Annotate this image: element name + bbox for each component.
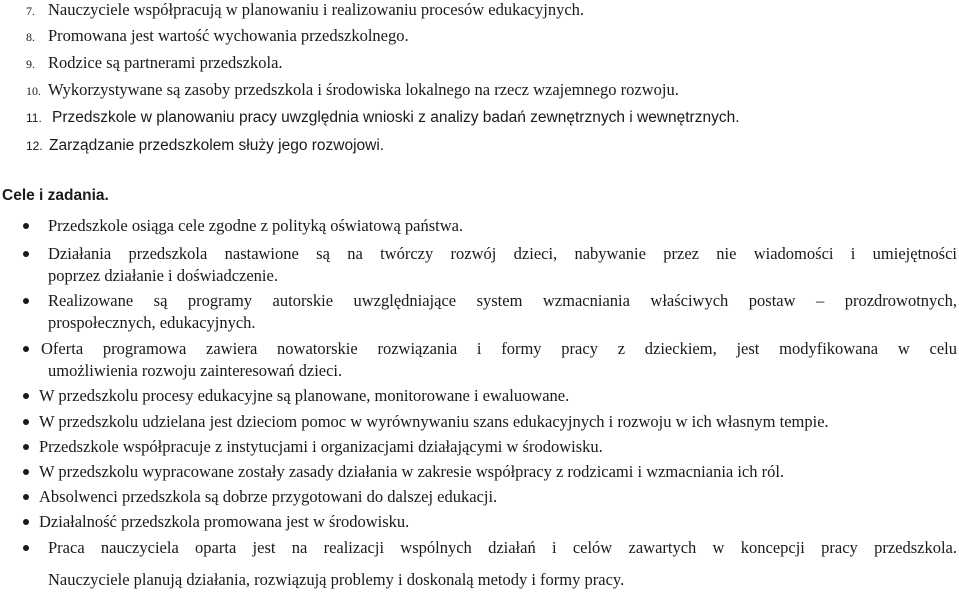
bullet-icon	[23, 469, 29, 475]
list-item	[0, 385, 957, 406]
bullet-icon	[23, 223, 29, 229]
bullet-icon	[23, 494, 29, 500]
list-number: 11.	[26, 111, 42, 125]
bullet-icon	[23, 444, 29, 450]
bullet-icon	[23, 519, 29, 525]
closing-paragraph: Nauczyciele planują działania, rozwiązują problemy i doskonalą metody i formy pracy.	[48, 570, 625, 589]
bullet-icon	[23, 393, 29, 399]
bullet-icon	[23, 298, 29, 304]
list-number: 12.	[26, 139, 43, 153]
list-item	[26, 109, 740, 127]
list-text: Przedszkole współpracuje z instytucjami i organizacjami działającymi w środowisku.	[39, 437, 603, 456]
list-text: Zarządzanie przedszkolem służy jego rozwojowi.	[49, 137, 385, 154]
list-item	[26, 80, 679, 100]
bullet-icon	[23, 545, 29, 551]
list-item	[0, 338, 957, 382]
list-text: Działalność przedszkola promowana jest w środowisku.	[39, 512, 410, 531]
bullet-icon	[23, 346, 29, 352]
list-text-line: Działania przedszkola nastawione są na twórczy rozwój dzieci, nabywanie przez nie wiadomości i umiejętności	[48, 244, 957, 263]
list-text-line: Realizowane są programy autorskie uwzględniające system wzmacniania właściwych postaw – prozdrowotnych,	[48, 291, 957, 310]
list-text: W przedszkolu udzielana jest dzieciom pomoc w wyrównywaniu szans edukacyjnych i rozwoju w ich własnym tempie.	[39, 412, 829, 431]
list-item	[26, 53, 283, 73]
list-number: 7.	[26, 4, 35, 18]
list-text: W przedszkolu procesy edukacyjne są planowane, monitorowane i ewaluowane.	[39, 386, 570, 405]
list-text: Rodzice są partnerami przedszkola.	[48, 53, 283, 72]
list-text: Wykorzystywane są zasoby przedszkola i środowiska lokalnego na rzecz wzajemnego rozwoju.	[48, 80, 679, 99]
list-item	[0, 290, 957, 334]
list-item	[0, 537, 957, 558]
list-number: 9.	[26, 57, 35, 71]
list-text: Praca nauczyciela oparta jest na realizacji wspólnych działań i celów zawartych w koncepcji pracy przedszkola.	[48, 538, 957, 557]
list-item	[0, 511, 957, 532]
list-text: Przedszkole osiąga cele zgodne z polityką oświatową państwa.	[48, 216, 464, 235]
list-item	[0, 243, 957, 287]
bullet-icon	[23, 251, 29, 257]
list-text-line: prospołecznych, edukacyjnych.	[48, 313, 256, 332]
list-text: Nauczyciele współpracują w planowaniu i realizowaniu procesów edukacyjnych.	[48, 0, 585, 19]
list-text: Absolwenci przedszkola są dobrze przygotowani do dalszej edukacji.	[39, 487, 498, 506]
list-item	[0, 461, 957, 482]
section-heading: Cele i zadania.	[2, 187, 109, 204]
list-text-line: poprzez działanie i doświadczenie.	[48, 266, 278, 285]
bullet-icon	[23, 419, 29, 425]
list-text-line: umożliwienia rozwoju zainteresowań dzieci.	[48, 361, 343, 380]
list-item	[0, 486, 957, 507]
list-number: 8.	[26, 30, 35, 44]
list-item	[0, 215, 957, 236]
list-text: Przedszkole w planowaniu pracy uwzględnia wnioski z analizy badań zewnętrznych i wewnętrznych.	[52, 109, 740, 126]
list-item	[0, 411, 957, 432]
list-item	[26, 0, 584, 20]
list-text: W przedszkolu wypracowane zostały zasady działania w zakresie współpracy z rodzicami i wzmacniania ich ról.	[39, 462, 785, 481]
list-text-line: Oferta programowa zawiera nowatorskie rozwiązania i formy pracy z dzieckiem, jest modyfikowana w celu	[41, 339, 957, 358]
list-text: Promowana jest wartość wychowania przedszkolnego.	[48, 26, 409, 45]
list-item	[0, 436, 957, 457]
list-item	[26, 137, 384, 155]
list-item	[26, 26, 409, 46]
list-number: 10.	[26, 84, 41, 98]
